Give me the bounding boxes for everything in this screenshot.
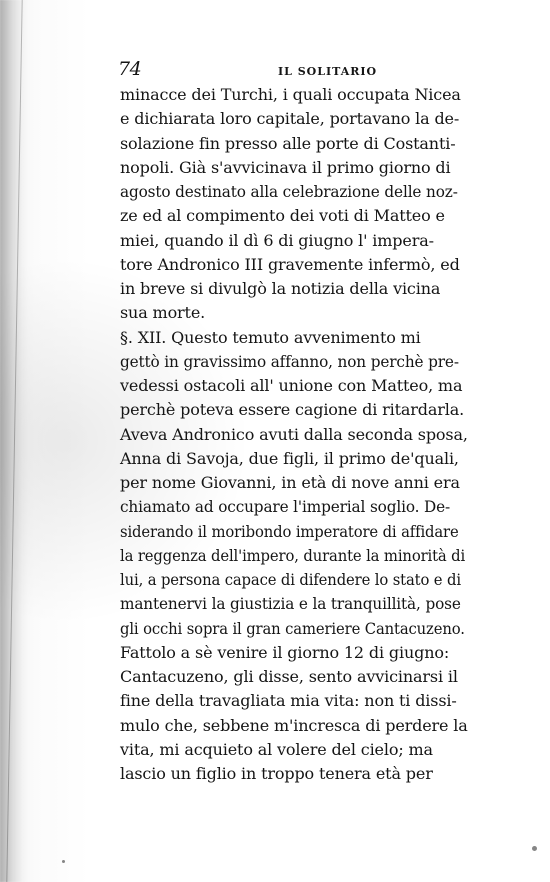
text-line: lascio un figlio in troppo tenera età per <box>120 764 433 783</box>
text-line: mulo che, sebbene m'incresca di perdere la <box>120 715 468 735</box>
text-line: mantenervi la giustizia e la tranquillità, pose <box>120 594 461 614</box>
text-line: Aveva Andronico avuti dalla seconda sposa, <box>120 424 468 444</box>
text-line: perchè poteva essere cagione di ritardarla. <box>120 400 465 420</box>
text-line: fine della travagliata mia vita: non ti dissi- <box>120 691 457 711</box>
running-title: IL SOLITARIO <box>278 65 378 78</box>
text-line: Anna di Savoja, due figli, il primo de'quali, <box>120 448 459 468</box>
text-line: tore Andronico III gravemente infermò, ed <box>120 254 460 274</box>
text-line: per nome Giovanni, in età di nove anni era <box>120 473 460 492</box>
text-line: vita, mi acquieto al volere del cielo; ma <box>120 739 433 759</box>
text-line: gli occhi sopra il gran cameriere Cantacuzeno. <box>120 618 465 638</box>
text-line: gettò in gravissimo affanno, non perchè pre- <box>120 351 459 371</box>
ink-speck <box>532 846 537 851</box>
text-line: Cantacuzeno, gli disse, sento avvicinarsi il <box>120 667 458 686</box>
page-number: 74 <box>118 58 142 80</box>
ink-speck <box>62 860 65 863</box>
text-line: la reggenza dell'impero, durante la minorità di <box>120 545 466 565</box>
text-line: in breve si divulgò la notizia della vicina <box>120 279 441 298</box>
main-text <box>120 83 486 786</box>
text-line: Fattolo a sè venire il giorno 12 di giugno: <box>120 642 450 662</box>
text-line: solazione fin presso alle porte di Costanti- <box>120 133 456 153</box>
text-line: agosto destinato alla celebrazione delle noz- <box>120 182 458 201</box>
text-line: ze ed al compimento dei voti di Matteo e <box>120 206 445 226</box>
section-heading-line: §. XII. Questo temuto avvenimento mi <box>120 327 421 347</box>
text-line: vedessi ostacoli all' unione con Matteo, ma <box>120 376 463 395</box>
text-line: siderando il moribondo imperatore di affidare <box>120 521 459 541</box>
text-line: e dichiarata loro capitale, portavano la de- <box>120 109 460 129</box>
text-line: sua morte. <box>120 303 206 323</box>
text-line: nopoli. Già s'avvicinava il primo giorno di <box>120 157 451 177</box>
text-line: chiamato ad occupare l'imperial soglio. De- <box>120 497 451 517</box>
text-line: miei, quando il dì 6 di giugno l' impera- <box>120 230 434 250</box>
text-line: lui, a persona capace di difendere lo stato e di <box>120 570 461 589</box>
text-line: minacce dei Turchi, i quali occupata Nicea <box>120 85 461 104</box>
